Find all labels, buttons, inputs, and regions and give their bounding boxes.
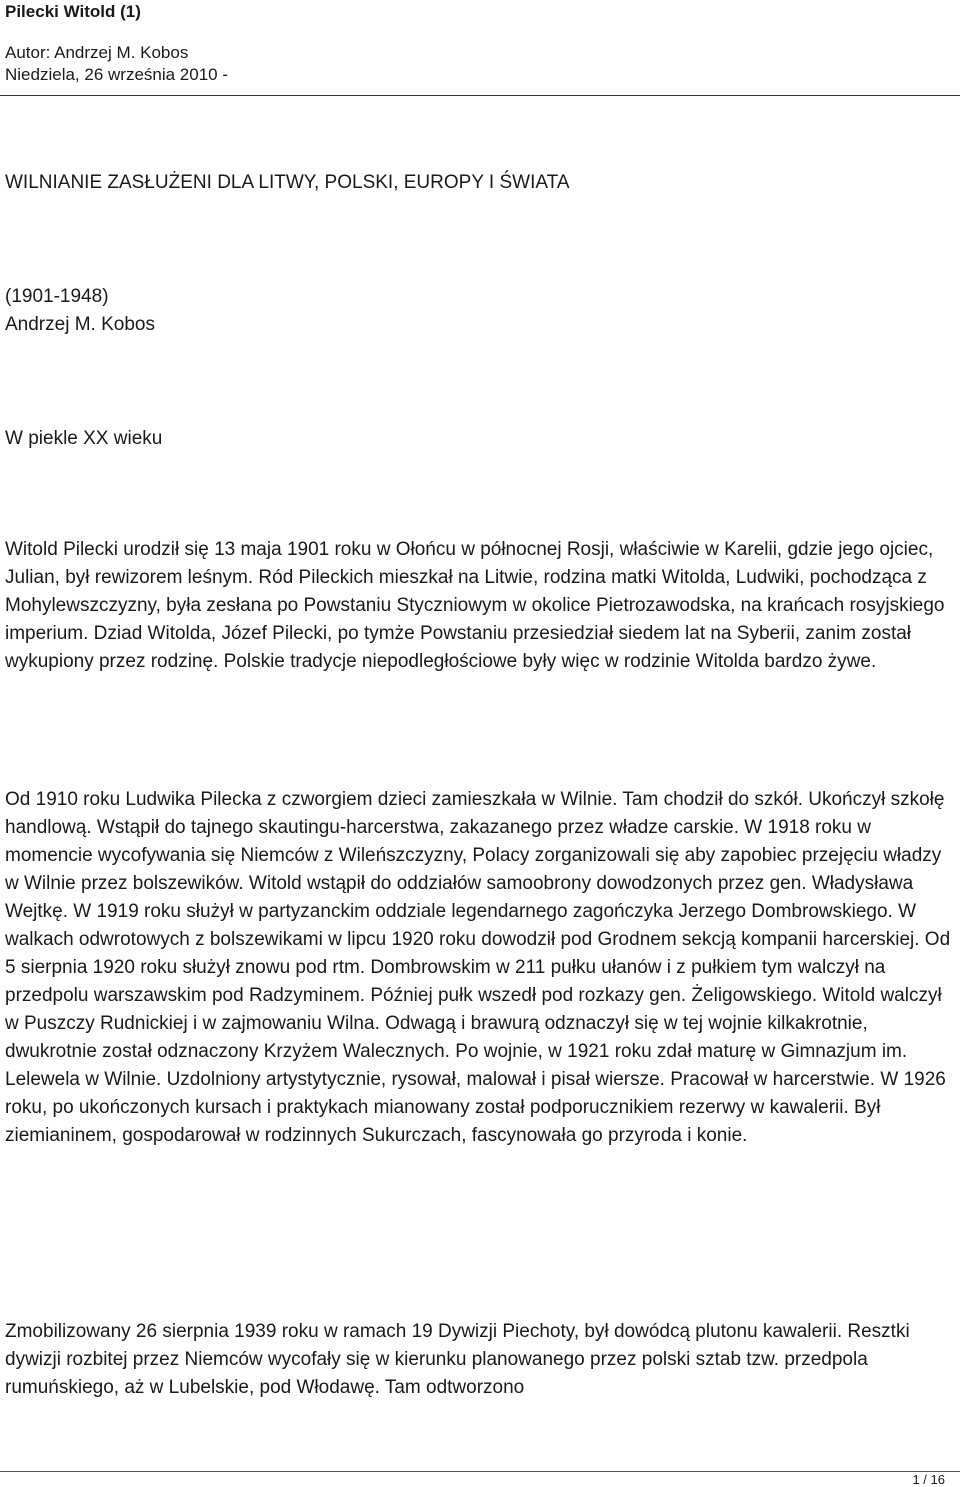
paragraph-2: Od 1910 roku Ludwika Pilecka z czworgiem dzieci zamieszkała w Wilnie. Tam chodził do szkół. Ukończył szkołę handlową. Wstąpił do tajnego skautingu-harcerstwa, zakazanego przez władze carskie. W 1918 roku w momencie wycofywania się Niemców z Wileńszczyzny, Polacy zorganizowali się aby zapobiec przejęciu władzy w Wilnie przez bolszewików. Witold wstąpił do oddziałów samoobrony dowodzonych przez gen. Władysława Wejtkę. W 1919 roku służył w partyzanckim oddziale legendarnego zagończyka Jerzego Dombrowskiego. W walkach odwrotowych z bolszewikami w lipcu 1920 roku dowodził pod Grodnem sekcją kompanii harcerskiej. Od 5 sierpnia 1920 roku służył znowu pod rtm. Dombrowskim w 211 pułku ułanów i z pułkiem tym walczył na przedpolu warszawskim pod Radzyminem. Później pułk wszedł pod rozkazy gen. Żeligowskiego. Witold walczył w Puszczy Rudnickiej i w zajmowaniu Wilna. Odwagą i brawurą odznaczył się w tej wojnie kilkakrotnie, dwukrotnie został odznaczony Krzyżem Walecznych. Po wojnie, w 1921 roku zdał maturę w Gimnazjum im. Lelewela w Wilnie. Uzdolniony artystytycznie, rysował, malował i pisał wiersze. Pracował w harcerstwie. W 1926 roku, po ukończonych kursach i praktykach mianowany został podporucznikiem rezerwy w kawalerii. Był ziemianinem, gospodarował w rodzinnych Sukurczach, fascynowała go przyroda i konie. xyxy=(5,789,951,1146)
author-line: Autor: Andrzej M. Kobos xyxy=(5,43,189,62)
document-header xyxy=(5,0,955,86)
article-title: Pilecki Witold (1) xyxy=(5,2,141,21)
byline: Andrzej M. Kobos xyxy=(5,314,155,335)
section-subheading: W piekle XX wieku xyxy=(5,428,163,449)
page-number: 1 / 16 xyxy=(912,1472,945,1487)
header-divider xyxy=(0,95,960,96)
footer-divider xyxy=(0,1471,960,1472)
life-years: (1901-1948) xyxy=(5,286,109,307)
date-line: Niedziela, 26 września 2010 - xyxy=(5,65,229,84)
paragraph-3: Zmobilizowany 26 sierpnia 1939 roku w ramach 19 Dywizji Piechoty, był dowódcą plutonu kawalerii. Resztki dywizji rozbitej przez Niemców wycofały się w kierunku planowanego przez polski sztab tzw. przedpola rumuńskiego, aż w Lubelskie, pod Włodawę. Tam odtworzono xyxy=(5,1321,910,1398)
main-heading: WILNIANIE ZASŁUŻENI DLA LITWY, POLSKI, EUROPY I ŚWIATA xyxy=(5,172,570,193)
paragraph-1: Witold Pilecki urodził się 13 maja 1901 roku w Ołońcu w północnej Rosji, właściwie w Karelii, gdzie jego ojciec, Julian, był rewizorem leśnym. Ród Pileckich mieszkał na Litwie, rodzina matki Witolda, Ludwiki, pochodząca z Mohylewszczyzny, była zesłana po Powstaniu Styczniowym w okolice Pietrozawodska, na krańcach rosyjskiego imperium. Dziad Witolda, Józef Pilecki, po tymże Powstaniu przesiedział siedem lat na Syberii, zanim został wykupiony przez rodzinę. Polskie tradycje niepodległościowe były więc w rodzinie Witolda bardzo żywe. xyxy=(5,539,945,672)
